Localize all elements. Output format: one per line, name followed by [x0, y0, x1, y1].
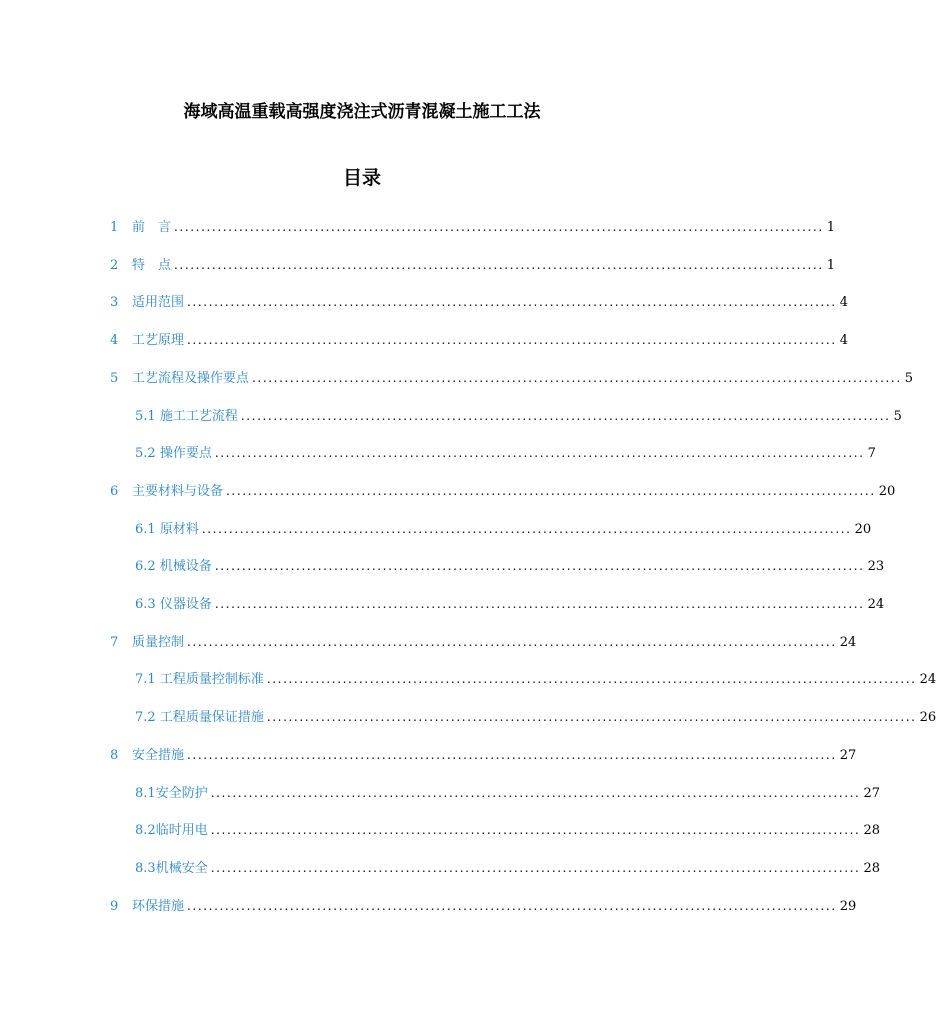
toc-entry-number: 1 [110, 220, 119, 235]
toc-dot-leader: ........................................................................................................................ [174, 220, 824, 234]
toc-entry-page: 20 [854, 521, 872, 537]
toc-entry[interactable] [135, 819, 880, 839]
toc-entry[interactable] [110, 254, 836, 274]
toc-entry[interactable] [135, 555, 885, 575]
toc-entry-label: 工程质量控制标准 [159, 672, 264, 688]
toc-entry-page: 7 [867, 446, 876, 462]
toc-dot-leader: ........................................................................................................................ [210, 785, 861, 800]
toc-entry[interactable] [110, 216, 836, 236]
toc-entry-number: 5.1 [135, 408, 160, 424]
toc-entry-number: 9 [110, 898, 119, 914]
toc-dot-leader: ........................................................................................................................ [187, 295, 837, 310]
toc-entry-number: 5.2 [135, 446, 160, 462]
toc-entry-label: 临时用电 [155, 823, 208, 839]
toc-entry-label: 主要材料与设备 [132, 483, 224, 499]
toc-entry-page: 28 [863, 860, 880, 876]
toc-heading: 目录 [342, 167, 381, 189]
toc-entry-label: 机械安全 [155, 860, 208, 876]
toc-entry-page: 24 [839, 634, 857, 650]
toc-dot-leader: ........................................................................................................................ [187, 898, 837, 913]
toc-entry[interactable] [110, 329, 849, 349]
toc-entry-label: 原材料 [159, 521, 199, 537]
toc-entry-number: 8.1 [135, 785, 156, 801]
toc-entry-page: 24 [919, 672, 936, 688]
toc-entry-label: 特 点 [132, 257, 172, 273]
toc-entry[interactable] [135, 706, 936, 726]
toc-entry-label: 适用范围 [132, 295, 185, 311]
toc-dot-leader: ........................................................................................................................ [214, 597, 865, 611]
toc-entry-page: 20 [878, 483, 896, 499]
toc-entry-page: 4 [839, 333, 849, 349]
toc-entry-page: 5 [904, 370, 914, 386]
toc-entry[interactable] [135, 857, 880, 877]
toc-dot-leader: ........................................................................................................................ [214, 559, 865, 574]
toc-entry-number: 6.2 [135, 559, 160, 575]
toc-entry-page: 26 [919, 710, 936, 726]
toc-entry-page: 28 [863, 823, 880, 839]
toc-entry-number: 7.1 [135, 672, 160, 688]
toc-entry[interactable] [110, 291, 849, 311]
toc-dot-leader: ........................................................................................................................ [266, 672, 917, 687]
toc-dot-leader: ........................................................................................................................ [226, 483, 876, 498]
toc-entry-label: 操作要点 [159, 446, 212, 462]
toc-entry[interactable] [110, 895, 857, 915]
toc-dot-leader: ........................................................................................................................ [210, 860, 861, 875]
toc-entry-number: 6.3 [135, 597, 160, 612]
toc-entry-number: 6 [110, 483, 119, 499]
toc-entry-label: 前 言 [132, 220, 172, 235]
toc-entry-label: 安全措施 [132, 747, 185, 763]
toc-entry-label: 工艺流程及操作要点 [132, 370, 250, 386]
toc-dot-leader: ........................................................................................................................ [187, 333, 837, 348]
toc-dot-leader: ........................................................................................................................ [174, 257, 824, 272]
toc-entry-label: 工程质量保证措施 [159, 710, 264, 726]
toc-entry-page: 27 [863, 785, 880, 801]
toc-entry-number: 8.2 [135, 823, 156, 839]
toc-entry-label: 工艺原理 [132, 333, 185, 349]
toc-entry-label: 安全防护 [155, 785, 208, 801]
toc-entry-label: 环保措施 [132, 898, 185, 914]
toc-entry-label: 质量控制 [132, 634, 185, 650]
toc-dot-leader: ........................................................................................................................ [214, 446, 865, 461]
toc-dot-leader: ........................................................................................................................ [240, 408, 891, 423]
toc-entry-page: 5 [893, 408, 902, 424]
toc-entry-number: 8 [110, 747, 119, 763]
toc-entry[interactable] [135, 518, 872, 538]
toc-entry-page: 27 [839, 747, 857, 763]
toc-entry-number: 5 [110, 370, 119, 386]
toc-entry-page: 23 [867, 559, 885, 575]
toc-entry-number: 7.2 [135, 710, 160, 726]
toc-entry-label: 施工工艺流程 [159, 408, 238, 424]
toc-entry[interactable] [135, 782, 880, 802]
toc-entry-label: 仪器设备 [159, 597, 212, 612]
toc-entry-number: 6.1 [135, 521, 160, 537]
toc-entry[interactable] [110, 480, 896, 500]
toc-entry-page: 4 [839, 295, 849, 311]
toc-dot-leader: ........................................................................................................................ [266, 710, 917, 725]
toc-entry-number: 7 [110, 634, 119, 650]
toc-entry-page: 24 [867, 597, 885, 612]
toc-entry-page: 29 [839, 898, 857, 914]
toc-dot-leader: ........................................................................................................................ [187, 747, 837, 762]
document-title: 海域高温重载高强度浇注式沥青混凝土施工工法 [183, 102, 541, 122]
toc-entry-number: 4 [110, 333, 119, 349]
toc-entry-label: 机械设备 [159, 559, 212, 575]
toc-dot-leader: ........................................................................................................................ [252, 370, 902, 385]
toc-dot-leader: ........................................................................................................................ [210, 823, 861, 838]
toc-entry[interactable] [110, 744, 857, 764]
toc-entry[interactable] [135, 442, 876, 462]
toc-entry[interactable] [135, 668, 936, 688]
toc-entry[interactable] [110, 367, 914, 387]
toc-dot-leader: ........................................................................................................................ [187, 634, 837, 649]
toc-entry-number: 3 [110, 295, 119, 311]
toc-entry[interactable] [135, 405, 902, 425]
toc-entry-number: 8.3 [135, 860, 156, 876]
toc-entry-page: 1 [826, 220, 836, 235]
toc-entry[interactable] [135, 593, 885, 613]
toc-dot-leader: ........................................................................................................................ [201, 521, 852, 536]
toc-entry-page: 1 [826, 257, 836, 273]
toc-entry-number: 2 [110, 257, 119, 273]
toc-entry[interactable] [110, 631, 857, 651]
